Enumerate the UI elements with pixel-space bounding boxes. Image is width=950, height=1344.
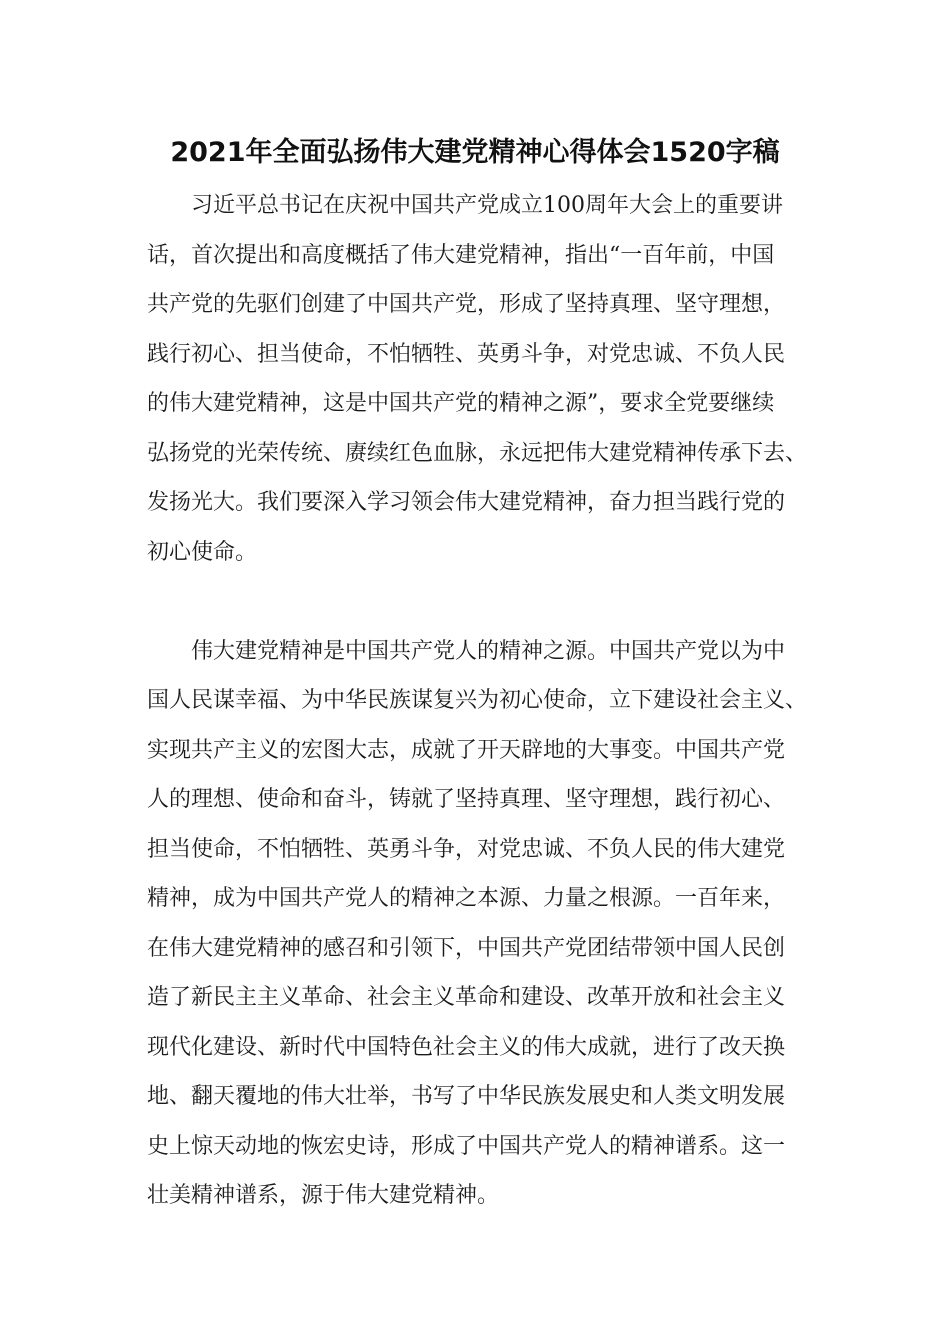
paragraph-line: 造了新民主主义革命、社会主义革命和建设、改革开放和社会主义 [147, 985, 786, 1010]
paragraph-1 [147, 181, 807, 577]
paragraph-spacer [147, 577, 807, 627]
paragraph-line: 实现共产主义的宏图大志，成就了开天辟地的大事变。中国共产党 [147, 737, 786, 763]
paragraph-line: 精神，成为中国共产党人的精神之本源、力量之根源。一百年来， [147, 886, 786, 911]
paragraph-line: 的伟大建党精神，这是中国共产党的精神之源”，要求全党要继续 [147, 391, 775, 416]
paragraph-line: 初心使命。 [147, 539, 258, 565]
paragraph-line: 地、翻天覆地的伟大壮举，书写了中华民族发展史和人类文明发展 [147, 1084, 786, 1109]
paragraph-line: 壮美精神谱系，源于伟大建党精神。 [147, 1183, 500, 1208]
paragraph-line: 发扬光大。我们要深入学习领会伟大建党精神，奋力担当践行党的 [147, 490, 786, 515]
paragraph-line: 人的理想、使命和奋斗，铸就了坚持真理、坚守理想，践行初心、 [147, 787, 786, 812]
paragraph-line: 习近平总书记在庆祝中国共产党成立100周年大会上的重要讲 [191, 193, 783, 218]
paragraph-line: 担当使命，不怕牺牲、英勇斗争，对党忠诚、不负人民的伟大建党 [147, 836, 786, 862]
paragraph-line: 共产党的先驱们创建了中国共产党，形成了坚持真理、坚守理想， [147, 292, 786, 317]
paragraph-line: 现代化建设、新时代中国特色社会主义的伟大成就，进行了改天换 [147, 1034, 786, 1060]
paragraph-line: 话，首次提出和高度概括了伟大建党精神，指出“一百年前，中国 [147, 242, 775, 268]
paragraph-line: 践行初心、担当使命，不怕牺牲、英勇斗争，对党忠诚、不负人民 [147, 341, 786, 367]
paragraph-line: 史上惊天动地的恢宏史诗，形成了中国共产党人的精神谱系。这一 [147, 1133, 786, 1159]
paragraph-2 [147, 627, 807, 1221]
document-title: 2021年全面弘扬伟大建党精神心得体会1520字稿 [170, 137, 780, 168]
paragraph-line: 伟大建党精神是中国共产党人的精神之源。中国共产党以为中 [191, 638, 786, 664]
document-body [147, 181, 807, 1221]
paragraph-line: 弘扬党的光荣传统、赓续红色血脉，永远把伟大建党精神传承下去、 [147, 440, 807, 466]
paragraph-line: 国人民谋幸福、为中华民族谋复兴为初心使命，立下建设社会主义、 [147, 688, 807, 713]
paragraph-line: 在伟大建党精神的感召和引领下，中国共产党团结带领中国人民创 [147, 935, 786, 961]
